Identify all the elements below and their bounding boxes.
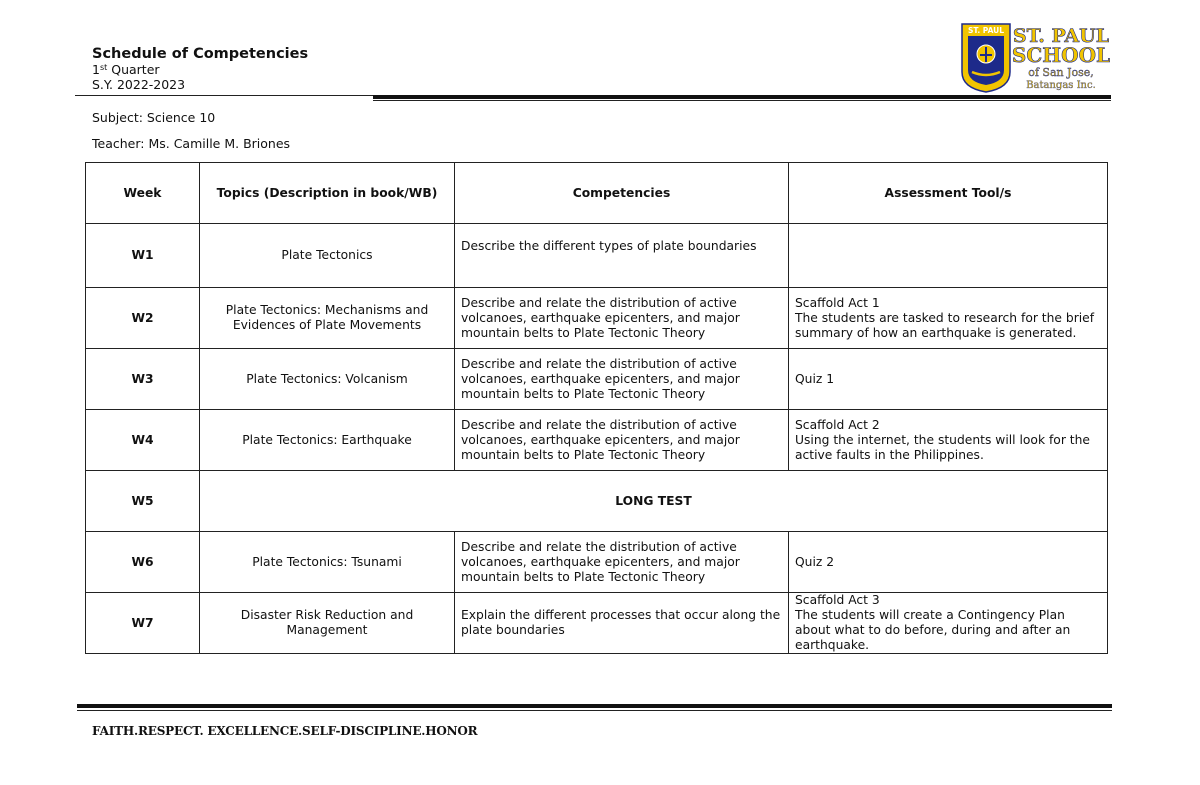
table-row xyxy=(86,471,1108,532)
assessment-cell xyxy=(789,288,1108,349)
assessment-cell xyxy=(789,224,1108,288)
header-topics: Topics (Description in book/WB) xyxy=(200,163,455,224)
assessment-cell xyxy=(789,593,1108,654)
school-name-line1: ST. PAUL xyxy=(1012,25,1110,47)
school-year: S.Y. 2022-2023 xyxy=(92,77,186,92)
footer-rule-thick xyxy=(77,704,1112,708)
week-cell: W2 xyxy=(86,288,200,349)
assessment-body: Using the internet, the students will look for the active faults in the Philippines. xyxy=(795,432,1090,462)
table-row xyxy=(86,224,1108,288)
week-cell: W5 xyxy=(86,471,200,532)
document-title: Schedule of Competencies xyxy=(92,46,309,62)
document-header xyxy=(92,45,308,92)
header-rule-under xyxy=(373,100,1111,101)
week-cell: W3 xyxy=(86,349,200,410)
competency-cell: Describe and relate the distribution of active volcanoes, earthquake epicenters, and major mountain belts to Plate Tectonic Theory xyxy=(455,349,789,410)
school-name-line3: of San Jose, xyxy=(1028,66,1094,79)
assessment-title: Scaffold Act 2 xyxy=(795,417,880,432)
school-name-line4: Batangas Inc. xyxy=(1026,80,1096,91)
header-week: Week xyxy=(86,163,200,224)
assessment-title: Scaffold Act 1 xyxy=(795,295,880,310)
week-cell: W6 xyxy=(86,532,200,593)
topic-cell: Plate Tectonics: Earthquake xyxy=(200,410,455,471)
table-row xyxy=(86,288,1108,349)
quarter-label xyxy=(92,63,308,77)
topic-cell: Plate Tectonics: Volcanism xyxy=(200,349,455,410)
topic-cell: Disaster Risk Reduction and Management xyxy=(200,593,455,654)
assessment-cell: Quiz 2 xyxy=(789,532,1108,593)
topic-cell: Plate Tectonics: Mechanisms and Evidences of Plate Movements xyxy=(200,288,455,349)
topic-cell: Plate Tectonics: Tsunami xyxy=(200,532,455,593)
week-cell: W7 xyxy=(86,593,200,654)
quarter-word: Quarter xyxy=(111,62,160,77)
table-row xyxy=(86,410,1108,471)
schedule-table xyxy=(85,162,1108,654)
competency-cell: Describe and relate the distribution of active volcanoes, earthquake epicenters, and major mountain belts to Plate Tectonic Theory xyxy=(455,532,789,593)
teacher-line: Teacher: Ms. Camille M. Briones xyxy=(92,136,291,151)
assessment-body: The students are tasked to research for the brief summary of how an earthquake is generated. xyxy=(795,310,1095,340)
header-rule-thin xyxy=(75,95,373,96)
topic-cell: Plate Tectonics xyxy=(200,224,455,288)
competency-cell: Explain the different processes that occur along the plate boundaries xyxy=(455,593,789,654)
school-name-line2: SCHOOL xyxy=(1011,43,1111,67)
assessment-body: The students will create a Contingency Plan about what to do before, during and after an earthquake. xyxy=(795,608,1071,652)
competency-cell: Describe and relate the distribution of active volcanoes, earthquake epicenters, and major mountain belts to Plate Tectonic Theory xyxy=(455,410,789,471)
assessment-cell xyxy=(789,410,1108,471)
week-cell: W1 xyxy=(86,224,200,288)
assessment-cell: Quiz 1 xyxy=(789,349,1108,410)
week-cell: W4 xyxy=(86,410,200,471)
quarter-ordinal: st xyxy=(99,63,108,72)
school-logo xyxy=(958,22,1113,94)
table-row xyxy=(86,532,1108,593)
header-rule-thick xyxy=(373,95,1111,99)
footer-rule-thin xyxy=(77,710,1112,711)
subject-line: Subject: Science 10 xyxy=(92,110,216,125)
competency-cell: Describe and relate the distribution of active volcanoes, earthquake epicenters, and major mountain belts to Plate Tectonic Theory xyxy=(455,288,789,349)
table-row xyxy=(86,593,1108,654)
school-motto: FAITH.RESPECT. EXCELLENCE.SELF-DISCIPLINE.HONOR xyxy=(92,724,478,738)
header-assessment: Assessment Tool/s xyxy=(789,163,1108,224)
assessment-title: Scaffold Act 3 xyxy=(795,593,880,607)
long-test-cell: LONG TEST xyxy=(200,471,1108,532)
quarter-number: 1 xyxy=(92,62,100,77)
table-row xyxy=(86,349,1108,410)
table-header-row xyxy=(86,163,1108,224)
header-competencies: Competencies xyxy=(455,163,789,224)
seal-text: ST. PAUL xyxy=(967,26,1005,35)
competency-cell: Describe the different types of plate boundaries xyxy=(455,224,789,288)
